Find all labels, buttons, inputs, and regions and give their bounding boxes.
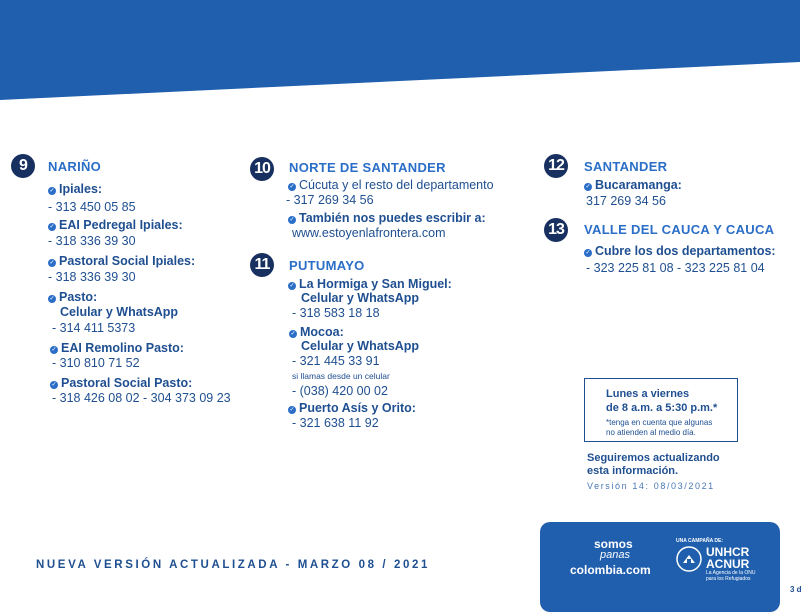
check-icon: ✓ <box>585 184 591 190</box>
check-icon: ✓ <box>49 224 55 230</box>
phone-number: - 318 583 18 18 <box>292 306 380 320</box>
section-title-putumayo: PUTUMAYO <box>289 258 365 273</box>
contact-label: ✓ Mocoa: <box>290 325 344 339</box>
header-banner <box>0 0 800 100</box>
footer-text: NUEVA VERSIÓN ACTUALIZADA - MARZO 08 / 2021 <box>36 559 431 571</box>
note-text: si llamas desde un celular <box>292 371 390 381</box>
phone-number: 317 269 34 56 <box>586 194 666 208</box>
contact-label: ✓ Pastoral Social Ipiales: <box>49 254 196 268</box>
contact-label: ✓ Puerto Asís y Orito: <box>289 401 416 415</box>
phone-number: - 310 810 71 52 <box>52 356 140 370</box>
contact-sublabel: Celular y WhatsApp <box>60 305 179 319</box>
update-note: Seguiremos actualizando <box>587 452 720 464</box>
section-number-badge: 10 <box>250 157 274 181</box>
contact-label: ✓ EAI Remolino Pasto: <box>51 341 184 355</box>
phone-number: - 323 225 81 08 - 323 225 81 04 <box>586 261 765 275</box>
campaign-label: UNA CAMPAÑA DE: <box>676 538 724 544</box>
section-number-badge: 12 <box>544 154 568 178</box>
contact-label: ✓ Pastoral Social Pasto: <box>51 376 193 390</box>
contact-label: ✓ También nos puedes escribir a: <box>289 211 486 225</box>
check-icon: ✓ <box>49 260 55 266</box>
check-icon: ✓ <box>585 250 591 256</box>
hours-line: Lunes a viernes <box>606 388 690 400</box>
contact-sublabel: Celular y WhatsApp <box>301 291 420 305</box>
contact-sublabel: Celular y WhatsApp <box>301 339 420 353</box>
update-note: esta información. <box>587 465 679 477</box>
check-icon: ✓ <box>289 217 295 223</box>
contact-text: ✓ Cúcuta y el resto del departamento <box>289 178 494 192</box>
contact-label: ✓ Bucaramanga: <box>585 178 682 192</box>
section-number-badge: 9 <box>11 154 35 178</box>
check-icon: ✓ <box>289 184 295 190</box>
contact-label: ✓ EAI Pedregal Ipiales: <box>49 218 183 232</box>
check-icon: ✓ <box>51 347 57 353</box>
page-number: 3 d <box>790 585 802 594</box>
website-link[interactable]: www.estoyenlafrontera.com <box>292 226 446 240</box>
panas-text: panas <box>600 549 630 561</box>
site-text: colombia.com <box>570 563 651 577</box>
contact-label: ✓ La Hormiga y San Miguel: <box>289 277 452 291</box>
phone-number: - 321 445 33 91 <box>292 354 380 368</box>
check-icon: ✓ <box>49 188 55 194</box>
contact-label: ✓ Cubre los dos departamentos: <box>585 244 776 258</box>
phone-number: - 314 411 5373 <box>52 321 136 335</box>
acnur-text: ACNUR <box>706 557 750 571</box>
hours-note: *tenga en cuenta que algunas <box>606 418 713 427</box>
agency-text: para los Refugiados <box>706 576 751 582</box>
hours-line: de 8 a.m. a 5:30 p.m.* <box>606 402 718 414</box>
check-icon: ✓ <box>290 331 296 337</box>
contact-label: ✓ Ipiales: <box>49 182 103 196</box>
agency-text: La Agencia de la ONU <box>706 570 756 576</box>
section-number-badge: 13 <box>544 218 568 242</box>
phone-number: - 318 336 39 30 <box>48 234 136 248</box>
phone-number: - 318 336 39 30 <box>48 270 136 284</box>
phone-number: - (038) 420 00 02 <box>292 384 388 398</box>
phone-number: - 313 450 05 85 <box>48 200 136 214</box>
section-title-valle: VALLE DEL CAUCA Y CAUCA <box>584 222 775 237</box>
unhcr-text: UNHCR <box>706 545 750 559</box>
section-title-narino: NARIÑO <box>48 159 102 174</box>
check-icon: ✓ <box>289 283 295 289</box>
contact-label: ✓ Pasto: <box>49 290 98 304</box>
somos-text: somos <box>594 537 633 551</box>
check-icon: ✓ <box>49 296 55 302</box>
hours-note: no atienden al medio día. <box>606 428 696 437</box>
section-title-santander: SANTANDER <box>584 159 668 174</box>
unhcr-logo-icon <box>676 546 702 572</box>
phone-number: - 317 269 34 56 <box>286 193 374 207</box>
section-title-norte: NORTE DE SANTANDER <box>289 160 446 175</box>
phone-number: - 321 638 11 92 <box>292 416 379 430</box>
section-number-badge: 11 <box>250 253 274 277</box>
phone-number: - 318 426 08 02 - 304 373 09 23 <box>52 391 231 405</box>
version-text: Versión 14: 08/03/2021 <box>587 481 715 491</box>
check-icon: ✓ <box>289 407 295 413</box>
check-icon: ✓ <box>51 382 57 388</box>
